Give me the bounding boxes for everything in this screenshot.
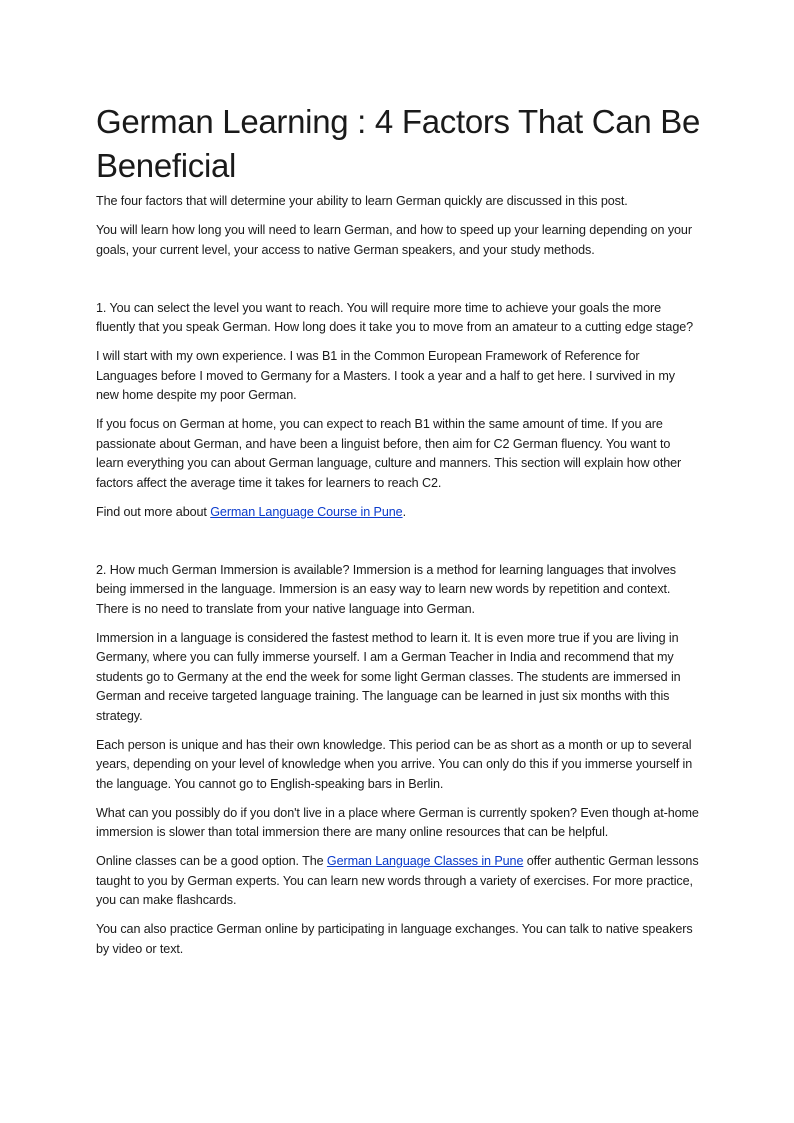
- german-language-classes-link[interactable]: German Language Classes in Pune: [326, 854, 524, 868]
- section-2-paragraph-5: [96, 852, 700, 911]
- german-language-course-link[interactable]: German Language Course in Pune: [210, 504, 403, 519]
- section-2-paragraph-1: 2. How much German Immersion is available? Immersion is a method for learning languages that involves being immersed in the language. Immersion is an easy way to learn new words by repetition and context. There is no need to translate from your native language into German.: [96, 562, 676, 616]
- section-2-paragraph-2: Immersion in a language is considered the fastest method to learn it. It is even more true if you are living in Germany, where you can fully immerse yourself. I am a German Teacher in India and recommend that my students go to Germany at the end the week for some light German classes. The students are immersed in German and receive targeted language training. The language can be learned in just six months with this strategy.: [96, 630, 681, 723]
- section-2-paragraph-4: What can you possibly do if you don't live in a place where German is currently spoken? Even though at-home immersion is slower than total immersion there are many online resources that can be helpful.: [96, 805, 699, 839]
- link-suffix-text: offer authentic German lessons taught to you by German experts. You can learn new words through a variety of exercises. For more practice, you can make flashcards.: [96, 854, 699, 907]
- section-1-paragraph-2: I will start with my own experience. I was B1 in the Common European Framework of Reference for Languages before I moved to Germany for a Masters. I took a year and a half to get here. I survived in my new home despite my poor German.: [96, 349, 675, 402]
- section-spacer: [96, 532, 700, 561]
- link-suffix-text: .: [402, 504, 406, 519]
- page-title: German Learning : 4 Factors That Can Be Beneficial: [96, 103, 701, 184]
- section-spacer: [96, 270, 700, 299]
- section-1-paragraph-4: [96, 503, 700, 523]
- section-1-paragraph-3: If you focus on German at home, you can expect to reach B1 within the same amount of time. If you are passionate about German, and have been a linguist before, then aim for C2 German fluency. You want to learn everything you can about German language, culture and manners. This section will explain how other factors affect the average time it takes for learners to reach C2.: [96, 417, 682, 490]
- document-page: [96, 100, 700, 969]
- link-prefix-text: Find out more about: [96, 504, 211, 519]
- section-1-paragraph-1: 1. You can select the level you want to reach. You will require more time to achieve your goals the more fluently that you speak German. How long does it take you to move from an amateur to a cutting edge stage?: [96, 300, 694, 334]
- section-2-paragraph-6: You can also practice German online by participating in language exchanges. You can talk to native speakers by video or text.: [96, 922, 693, 956]
- intro-paragraph-1: The four factors that will determine your ability to learn German quickly are discussed in this post.: [96, 194, 628, 208]
- link-prefix-text: Online classes can be a good option. The: [96, 854, 327, 868]
- section-2-paragraph-3: Each person is unique and has their own knowledge. This period can be as short as a month or up to several years, depending on your level of knowledge when you arrive. You can only do this if you immerse yourself in the language. You cannot go to English-speaking bars in Berlin.: [96, 737, 693, 791]
- intro-paragraph-2: You will learn how long you will need to learn German, and how to speed up your learning depending on your goals, your current level, your access to native German speakers, and your study methods.: [96, 223, 692, 257]
